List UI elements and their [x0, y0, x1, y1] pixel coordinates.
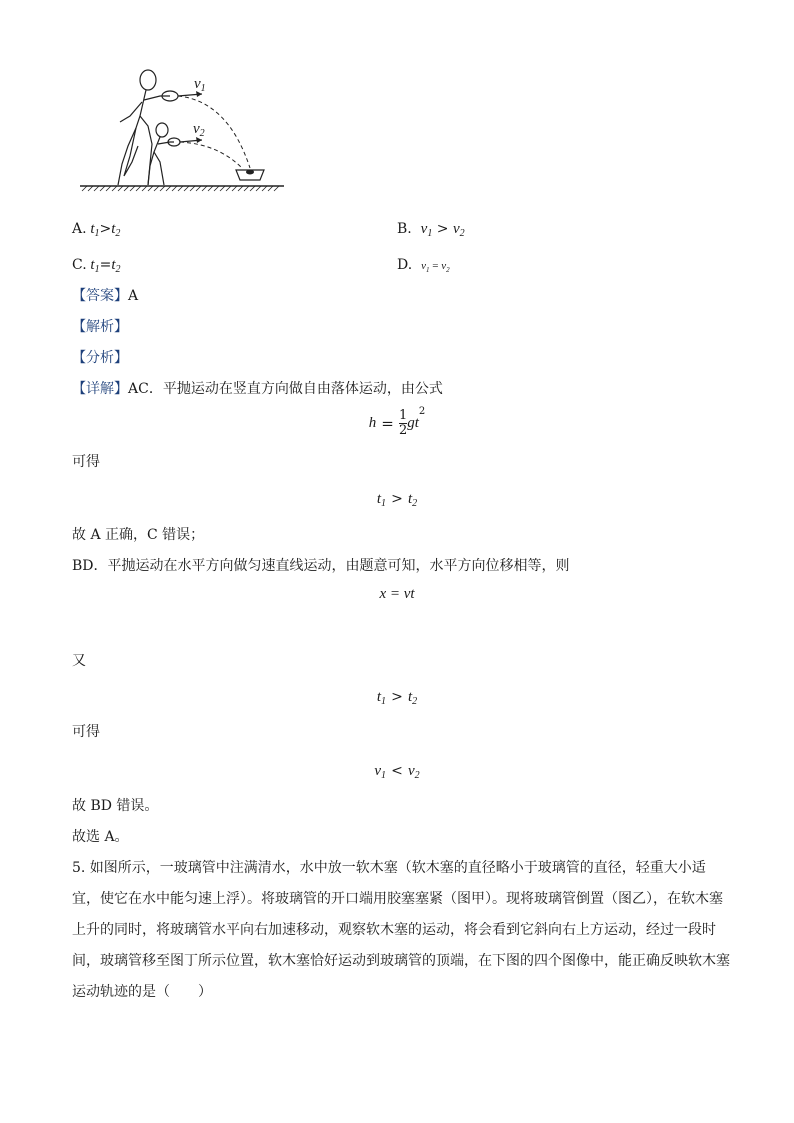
short-person: [148, 123, 174, 185]
answer-tag: 【答案】: [72, 288, 128, 304]
inequality-1: $t_1 > t_2$: [376, 491, 418, 509]
formula-x: x = vt: [379, 586, 415, 602]
answer-line: [72, 286, 138, 306]
label-v1: $v_1$: [194, 76, 206, 94]
answer-value: A: [128, 288, 139, 304]
option-d[interactable]: D. $v_1 = v_2$: [397, 257, 450, 274]
you-line: 又: [72, 653, 86, 669]
conclusion-1: 故 A 正确，C 错误；: [72, 527, 205, 543]
detail-line-1: 【详解】AC．平抛运动在竖直方向做自由落体运动，由公式: [72, 381, 443, 397]
inequality-2: $t_1 > t_2$: [376, 689, 418, 707]
option-a[interactable]: A. $t_1>t_2$: [72, 221, 121, 239]
trajectory-2: [180, 142, 242, 168]
inequality-3: $v_1 < v_2$: [374, 763, 420, 781]
tall-person: [118, 70, 170, 185]
kede-2: 可得: [72, 724, 100, 740]
conclusion-2: 故 BD 错误。: [72, 798, 159, 814]
projectile-figure: [78, 66, 288, 192]
formula-h: h = $\frac{1}{2}$ $gt^2$: [368, 406, 426, 438]
option-b[interactable]: B. $v_1 > v_2$: [397, 221, 465, 239]
question-5-text: 5. 如图所示，一玻璃管中注满清水，水中放一软木塞（软木塞的直径略小于玻璃管的直径，轻重大小适宜，使它在水中能匀速上浮）。将玻璃管的开口端用胶塞塞紧（图甲）。现将玻璃管倒置（图乙），在软木塞上升的同时，将玻璃管水平向右加速移动，观察软木塞的运动，将会看到它斜向右上方运动，经过一段时间，玻璃管移至图丁所示位置，软木塞恰好运动到玻璃管的顶端，在下图的四个图像中，能正确反映软木塞运动轨迹的是（ ）: [72, 860, 730, 1000]
trajectory-1: [178, 96, 250, 168]
kede-1: 可得: [72, 454, 100, 470]
label-v2: $v_2$: [193, 121, 205, 139]
fenxi-tag: 【分析】: [72, 350, 128, 366]
analysis-tag: 【解析】: [72, 319, 128, 335]
option-c[interactable]: C. $t_1=t_2$: [72, 257, 121, 275]
choose-line: 故选 A。: [72, 829, 129, 845]
detail-line-2: BD．平抛运动在水平方向做匀速直线运动，由题意可知，水平方向位移相等，则: [72, 558, 570, 574]
